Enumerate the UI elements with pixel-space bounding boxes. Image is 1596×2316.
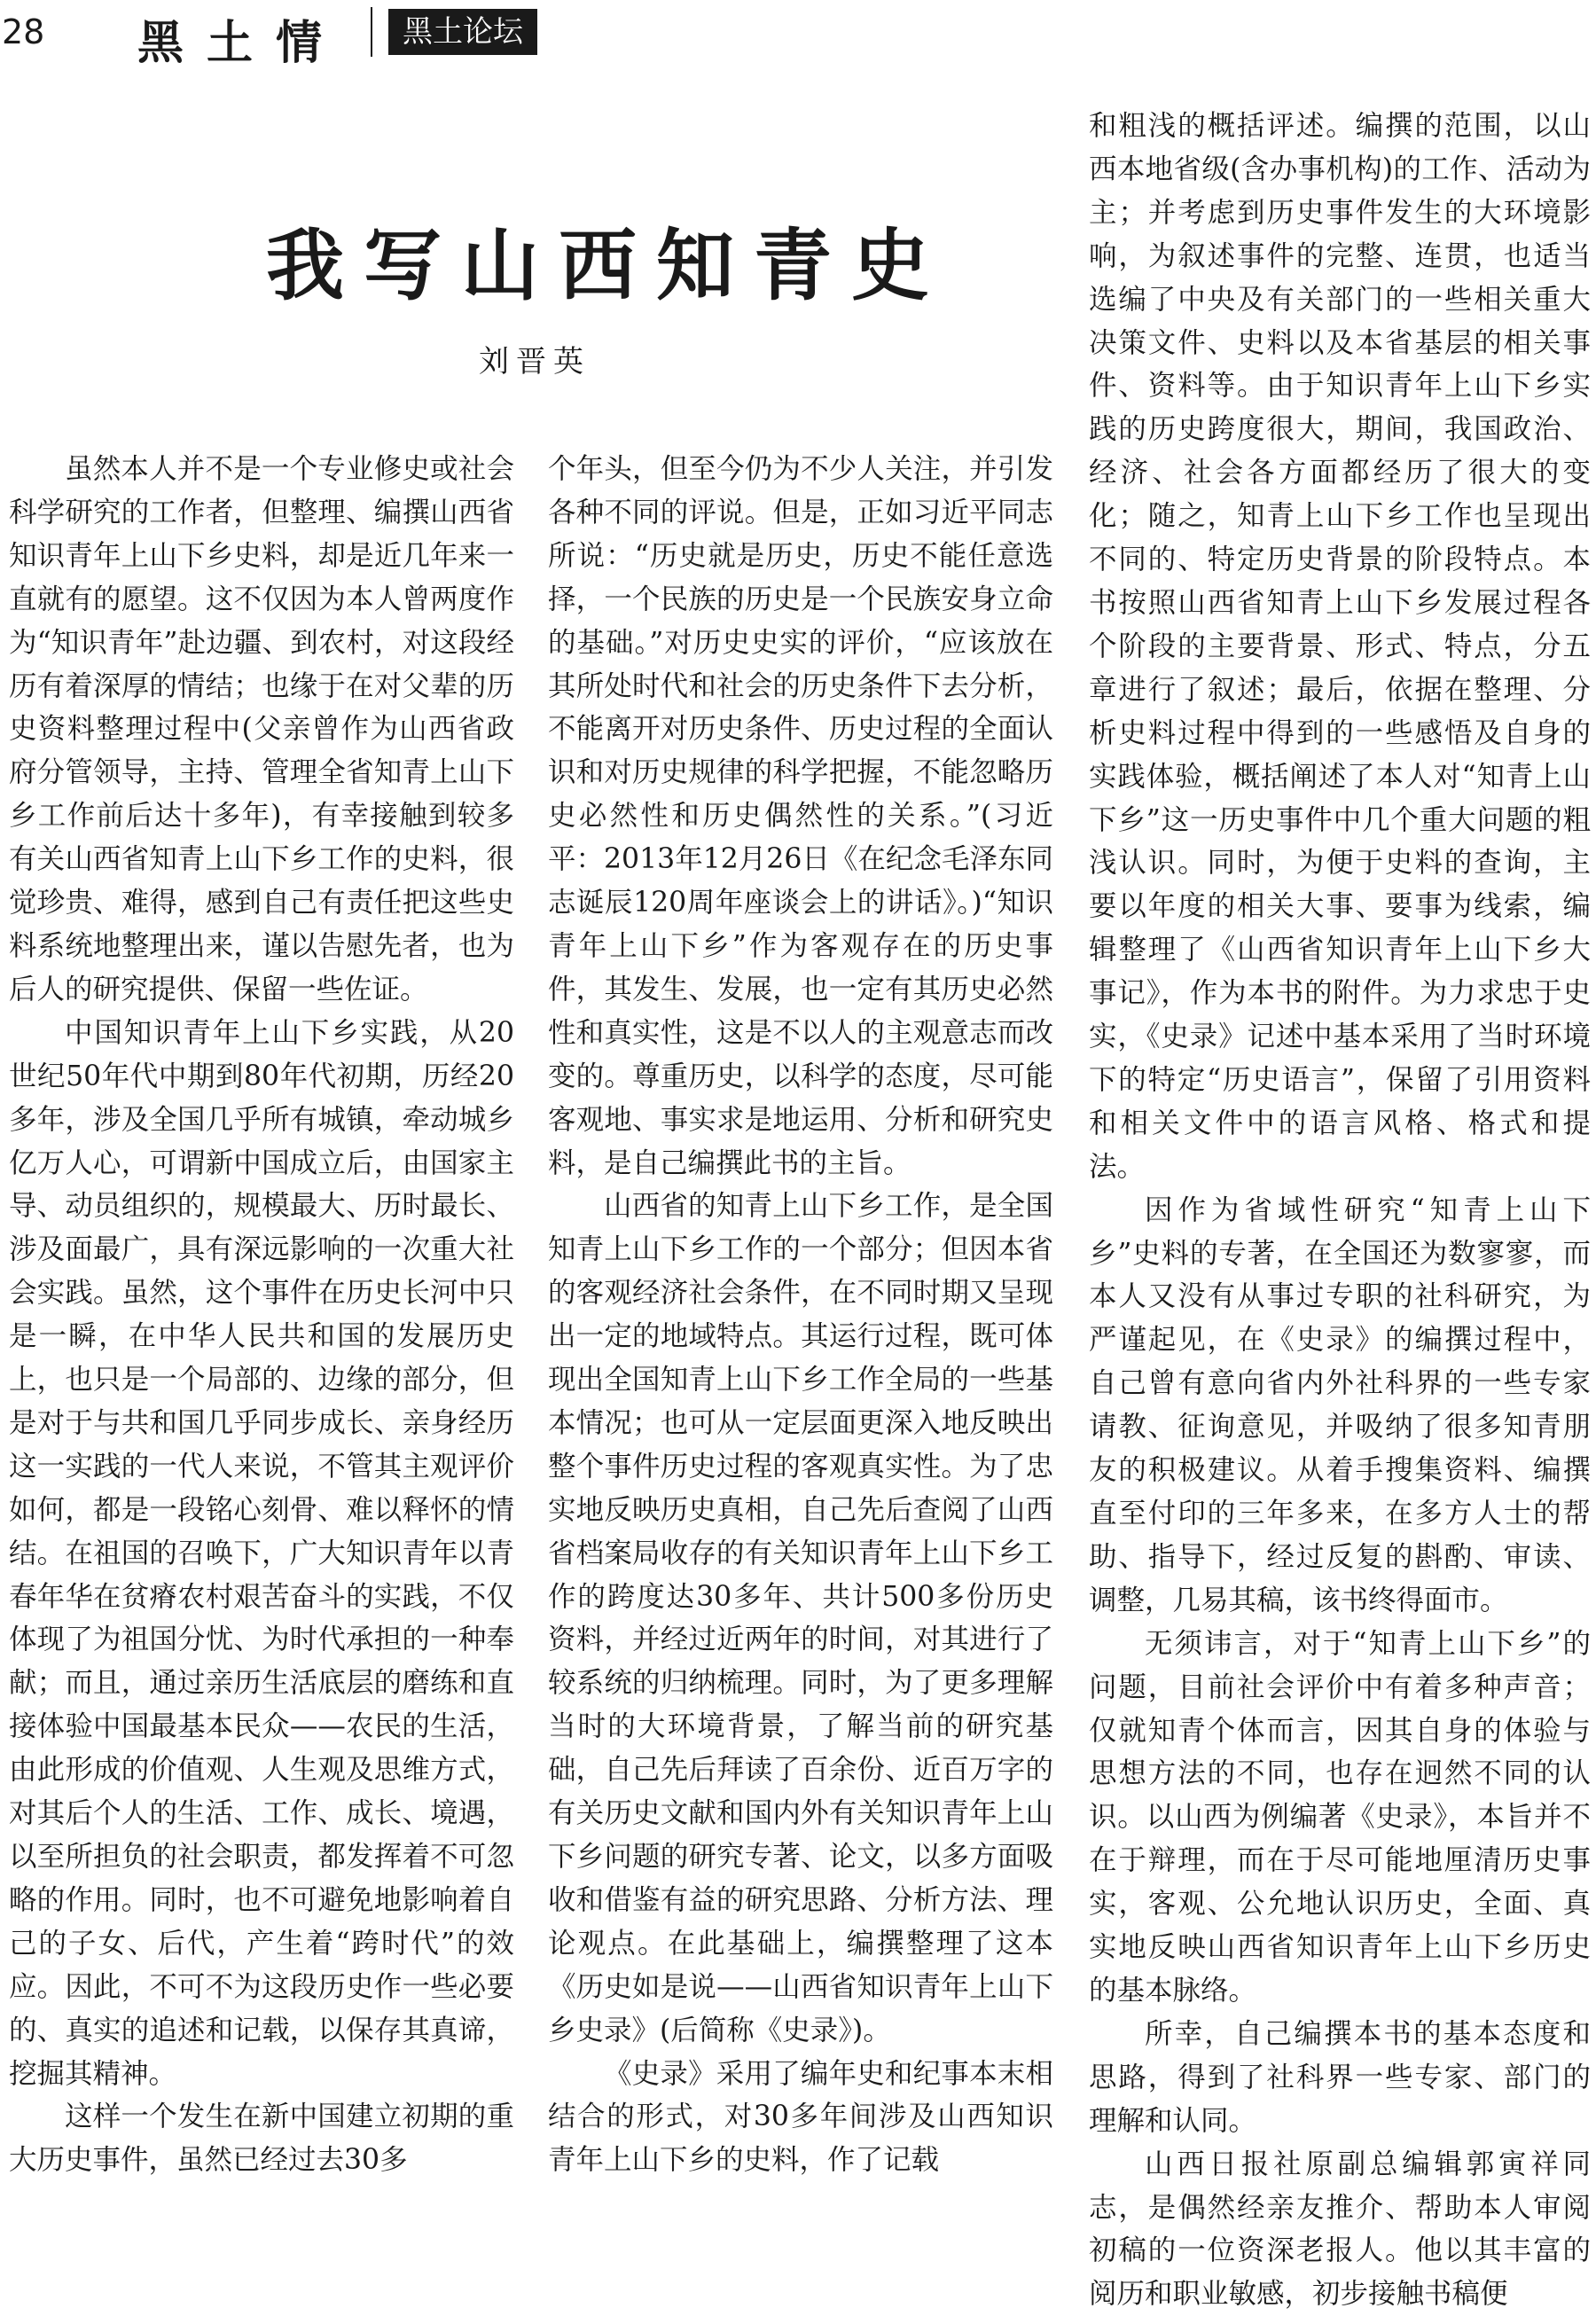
paragraph: 和粗浅的概括评述。编撰的范围，以山西本地省级(含办事机构)的工作、活动为主；并考虑到历史事件发生的大环境影响，为叙述事件的完整、连贯，也适当选编了中央及有关部门的一些相关重大决策文件、史料以及本省基层的相关事件、资料等。由于知识青年上山下乡实践的历史跨度很大，期间，我国政治、经济、社会各方面都经历了很大的变化；随之，知青上山下乡工作也呈现出不同的、特定历史背景的阶段特点。本书按照山西省知青上山下乡发展过程各个阶段的主要背景、形式、特点，分五章进行了叙述；最后，依据在整理、分析史料过程中得到的一些感悟及自身的实践体验，概括阐述了本人对“知青上山下乡”这一历史事件中几个重大问题的粗浅认识。同时，为便于史料的查询，主要以年度的相关大事、要事为线索，编辑整理了《山西省知识青年上山下乡大事记》，作为本书的附件。为力求忠于史实，《史录》记述中基本采用了当时环境下的特定“历史语言”，保留了引用资料和相关文件中的语言风格、格式和提法。 xyxy=(1089,110,1591,1183)
paragraph: 所幸，自己编撰本书的基本态度和思路，得到了社科界一些专家、部门的理解和认同。 xyxy=(1089,2017,1591,2137)
article-author: 刘晋英 xyxy=(479,344,591,379)
paragraph: 中国知识青年上山下乡实践，从20世纪50年代中期到80年代初期，历经20多年，涉及全国几乎所有城镇，牵动城乡亿万人心，可谓新中国成立后，由国家主导、动员组织的，规模最大、历时最长、涉及面最广，具有深远影响的一次重大社会实践。虽然，这个事件在历史长河中只是一瞬，在中华人民共和国的发展历史上，也只是一个局部的、边缘的部分，但是对于与共和国几乎同步成长、亲身经历这一实践的一代人来说，不管其主观评价如何，都是一段铭心刻骨、难以释怀的情结。在祖国的召唤下，广大知识青年以青春年华在贫瘠农村艰苦奋斗的实践，不仅体现了为祖国分忧、为时代承担的一种奉献；而且，通过亲历生活底层的磨练和直接体验中国最基本民众——农民的生活，由此形成的价值观、人生观及思维方式，对其后个人的生活、工作、成长、境遇，以至所担负的社会职责，都发挥着不可忽略的作用。同时，也不可避免地影响着自己的子女、后代，产生着“跨时代”的效应。因此，不可不为这段历史作一些必要的、真实的追述和记载，以保存其真谛，挖掘其精神。 xyxy=(9,1016,514,2090)
page-number: 28 xyxy=(2,12,45,51)
column-badge: 黑土论坛 xyxy=(388,9,537,55)
paragraph: 无须讳言，对于“知青上山下乡”的问题，目前社会评价中有着多种声音；仅就知青个体而言，因其自身的体验与思想方法的不同，也存在迥然不同的认识。以山西为例编著《史录》，本旨并不在于辩理，而在于尽可能地厘清历史事实，客观、公允地认识历史，全面、真实地反映山西省知识青年上山下乡历史的基本脉络。 xyxy=(1089,1627,1591,2007)
text-column-2 xyxy=(548,448,1053,2289)
paragraph: 虽然本人并不是一个专业修史或社会科学研究的工作者，但整理、编撰山西省知识青年上山下乡史料，却是近几年来一直就有的愿望。这不仅因为本人曾两度作为“知识青年”赴边疆、到农村，对这段经历有着深厚的情结；也缘于在对父辈的历史资料整理过程中(父亲曾作为山西省政府分管领导，主持、管理全省知青上山下乡工作前后达十多年)，有幸接触到较多有关山西省知青上山下乡工作的史料，很觉珍贵、难得，感到自己有责任把这些史料系统地整理出来，谨以告慰先者，也为后人的研究提供、保留一些佐证。 xyxy=(9,453,514,1005)
paragraph: 山西省的知青上山下乡工作，是全国知青上山下乡工作的一个部分；但因本省的客观经济社会条件，在不同时期又呈现出一定的地域特点。其运行过程，既可体现出全国知青上山下乡工作全局的一些基本情况；也可从一定层面更深入地反映出整个事件历史过程的客观真实性。为了忠实地反映历史真相，自己先后查阅了山西省档案局收存的有关知识青年上山下乡工作的跨度达30多年、共计500多份历史资料，并经过近两年的时间，对其进行了较系统的归纳梳理。同时，为了更多理解当时的大环境背景，了解当前的研究基础，自己先后拜读了百余份、近百万字的有关历史文献和国内外有关知识青年上山下乡问题的研究专著、论文，以多方面吸收和借鉴有益的研究思路、分析方法、理论观点。在此基础上，编撰整理了这本《历史如是说——山西省知识青年上山下乡史录》(后简称《史录》)。 xyxy=(548,1190,1053,2046)
article-title: 我写山西知青史 xyxy=(266,219,950,311)
paragraph: 因作为省域性研究“知青上山下乡”史料的专著，在全国还为数寥寥，而本人又没有从事过专职的社科研究，为严谨起见，在《史录》的编撰过程中，自己曾有意向省内外社科界的一些专家请教、征询意见，并吸纳了很多知青朋友的积极建议。从着手搜集资料、编撰直至付印的三年多来，在多方人士的帮助、指导下，经过反复的斟酌、审读、调整，几易其稿，该书终得面市。 xyxy=(1089,1193,1591,1616)
text-column-1 xyxy=(9,448,514,2289)
paragraph: 这样一个发生在新中国建立初期的重大历史事件，虽然已经过去30多 xyxy=(9,2101,514,2177)
journal-name: 黑土情 xyxy=(137,16,346,70)
paragraph: 个年头，但至今仍为不少人关注，并引发各种不同的评说。但是，正如习近平同志所说：“历史就是历史，历史不能任意选择，一个民族的历史是一个民族安身立命的基础。”对历史史实的评价，“应该放在其所处时代和社会的历史条件下去分析，不能离开对历史条件、历史过程的全面认识和对历史规律的科学把握，不能忽略历史必然性和历史偶然性的关系。”(习近平：2013年12月26日《在纪念毛泽东同志诞辰120周年座谈会上的讲话》。)“知识青年上山下乡”作为客观存在的历史事件，其发生、发展，也一定有其历史必然性和真实性，这是不以人的主观意志而改变的。尊重历史，以科学的态度，尽可能客观地、事实求是地运用、分析和研究史料，是自己编撰此书的主旨。 xyxy=(548,453,1053,1179)
page-header xyxy=(0,0,1596,70)
paragraph: 山西日报社原副总编辑郭寅祥同志，是偶然经亲友推介、帮助本人审阅初稿的一位资深老报人。他以其丰富的阅历和职业敏感，初步接触书稿便 xyxy=(1089,2148,1591,2311)
header-divider xyxy=(371,7,372,57)
text-column-3 xyxy=(1089,105,1591,2311)
paragraph: 《史录》采用了编年史和纪事本末相结合的形式，对30多年间涉及山西知识青年上山下乡的史料，作了记载 xyxy=(548,2057,1053,2177)
